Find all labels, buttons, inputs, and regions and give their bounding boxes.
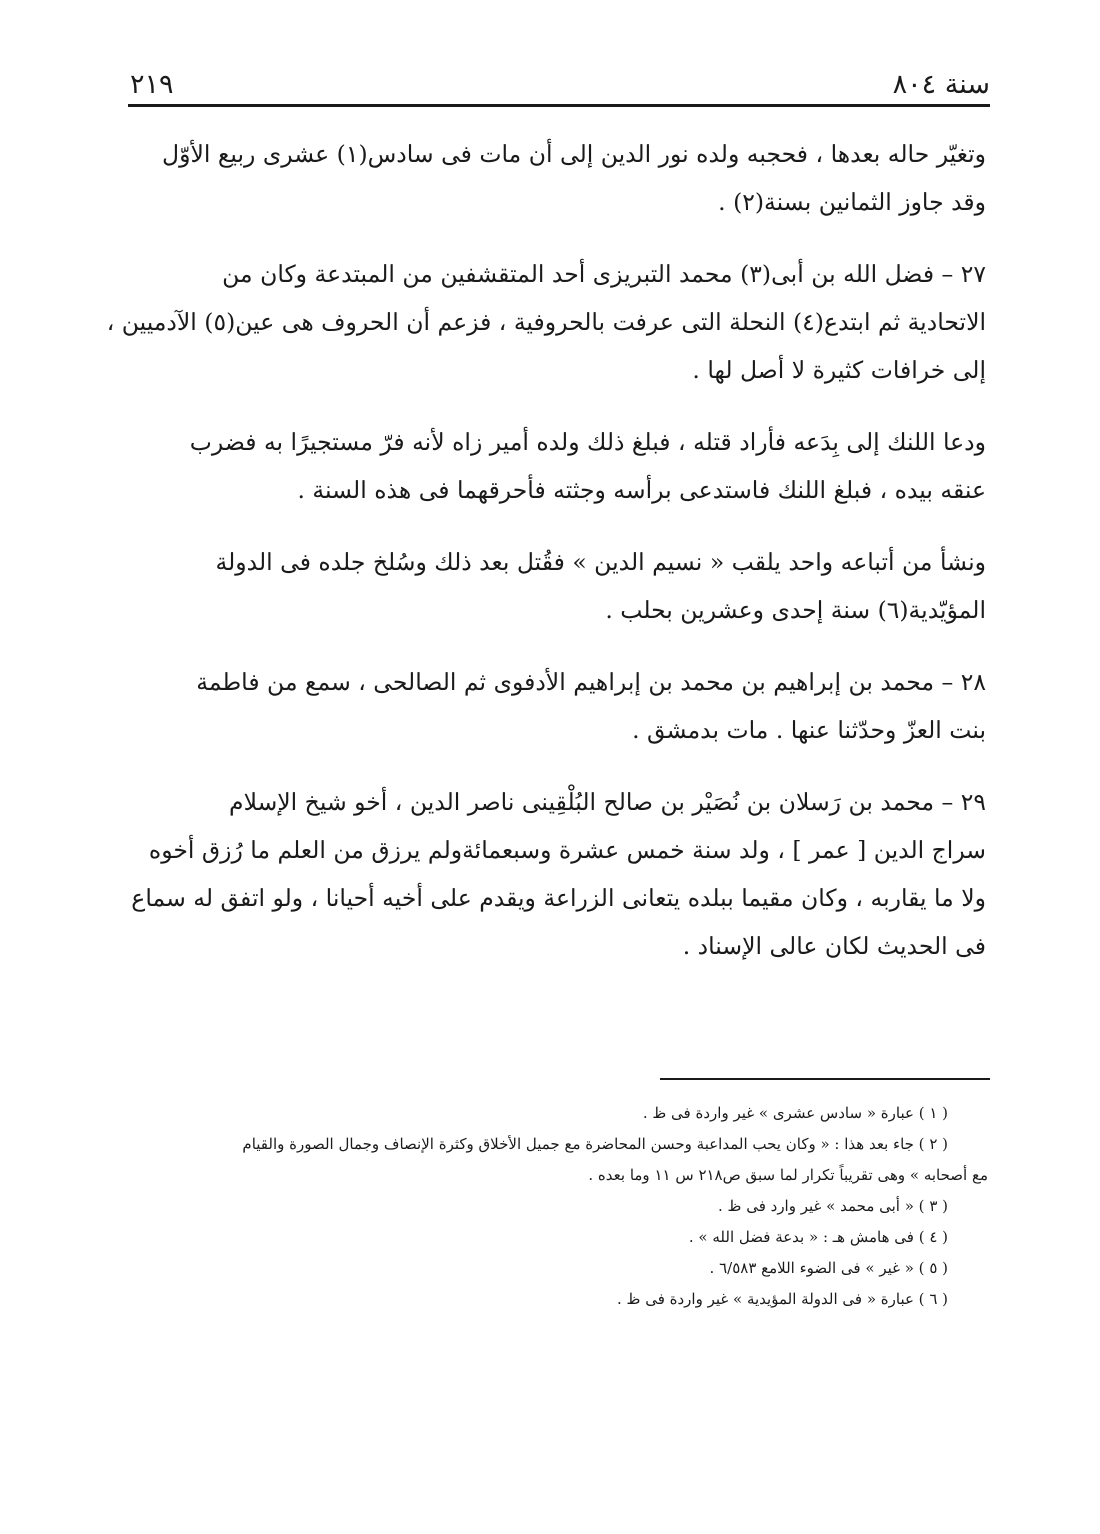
text-line: وقد جاوز الثمانين بسنة(٢) . [718,188,986,216]
footnote-2-continued: مع أصحابه » وهى تقريباً تكرار لما سبق ص٢١٨ س ١١ وما بعده . [588,1166,988,1184]
text-line: ولا ما يقاربه ، وكان مقيما ببلده يتعانى الزراعة ويقدم على أخيه أحيانا ، ولو اتفق له سماع [131,884,986,912]
text-line: بنت العزّ وحدّثنا عنها . مات بدمشق . [632,716,986,744]
header-rule [128,104,990,107]
text-line: ونشأ من أتباعه واحد يلقب « نسيم الدين » فقُتل بعد ذلك وسُلخ جلده فى الدولة [215,548,986,576]
text-line: ٢٧ – فضل الله بن أبى(٣) محمد التبريزى أحد المتقشفين من المبتدعة وكان من [222,260,986,288]
footnote-5: ( ٥ ) « غير » فى الضوء اللامع ٦/٥٨٣ . [709,1259,948,1277]
footnote-2: ( ٢ ) جاء بعد هذا : « وكان يحب المداعبة وحسن المحاضرة مع جميل الأخلاق وكثرة الإنصاف وجمال الصورة والقيام [242,1135,948,1153]
footnote-3: ( ٣ ) « أبى محمد » غير وارد فى ظ . [718,1197,948,1215]
running-head-year: سنة ٨٠٤ [892,69,990,100]
paragraph [128,418,986,514]
entry-28 [128,658,986,754]
text-line: الاتحادية ثم ابتدع(٤) النحلة التى عرفت بالحروفية ، فزعم أن الحروف هى عين(٥) الآدميين ، [106,308,986,336]
footnotes [128,1098,988,1315]
main-text [106,130,986,970]
text-line: سراج الدين [ عمر ] ، ولد سنة خمس عشرة وسبعمائةولم يرزق من العلم ما رُزق أخوه [148,836,986,864]
page-number: ٢١٩ [130,69,174,100]
footnote-6: ( ٦ ) عبارة « فى الدولة المؤيدية » غير واردة فى ظ . [617,1290,948,1308]
text-line: ٢٨ – محمد بن إبراهيم بن محمد بن إبراهيم الأدفوى ثم الصالحى ، سمع من فاطمة [196,668,986,696]
text-line: إلى خرافات كثيرة لا أصل لها . [692,356,986,384]
paragraph [128,130,986,226]
paragraph [128,538,986,634]
text-line: عنقه بيده ، فبلغ اللنك فاستدعى برأسه وجثته فأحرقهما فى هذه السنة . [297,476,986,504]
footnote-rule [660,1078,990,1080]
text-line: المؤيّدية(٦) سنة إحدى وعشرين بحلب . [605,596,986,624]
footnote-4: ( ٤ ) فى هامش هـ : « بدعة فضل الله » . [688,1228,948,1246]
text-line: فى الحديث لكان عالى الإسناد . [682,932,986,960]
entry-27 [106,250,986,394]
text-line: ٢٩ – محمد بن رَسلان بن نُصَيْر بن صالح البُلْقِينى ناصر الدين ، أخو شيخ الإسلام [229,788,986,816]
entry-29 [128,778,986,970]
text-line: ودعا اللنك إلى بِدَعه فأراد قتله ، فبلغ ذلك ولده أمير زاه لأنه فرّ مستجيرًا به فضرب [189,428,986,456]
footnote-1: ( ١ ) عبارة « سادس عشرى » غير واردة فى ظ . [642,1104,948,1122]
page-header [130,58,990,100]
text-line: وتغيّر حاله بعدها ، فحجبه ولده نور الدين إلى أن مات فى سادس(١) عشرى ربيع الأوّل [162,140,986,168]
